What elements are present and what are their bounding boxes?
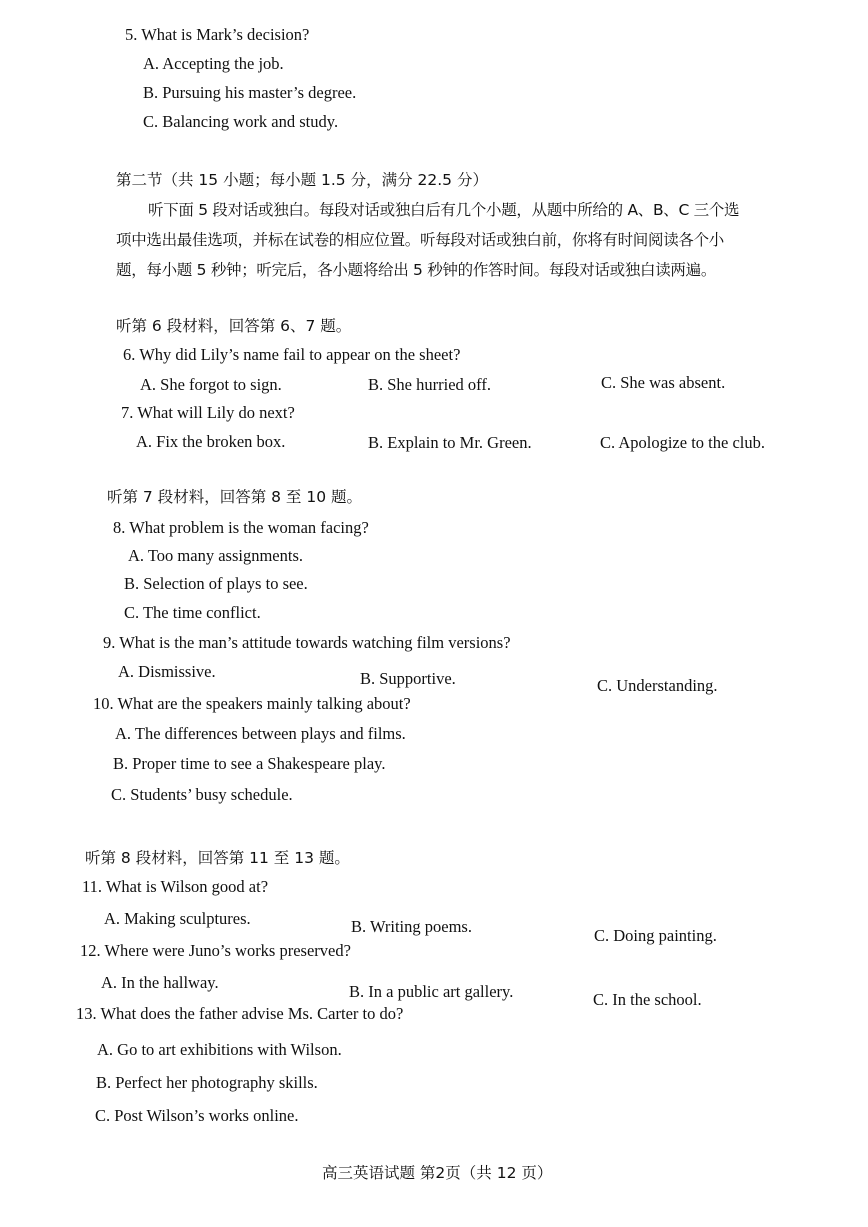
option-6a: A. She forgot to sign.	[140, 375, 282, 394]
section-heading: 第二节（共 15 小题；每小题 1.5 分，满分 22.5 分）	[116, 171, 488, 189]
option-7c: C. Apologize to the club.	[600, 433, 765, 452]
group-6-heading: 听第 6 段材料，回答第 6、7 题。	[116, 317, 352, 335]
option-6c: C. She was absent.	[601, 373, 726, 392]
option-7b: B. Explain to Mr. Green.	[368, 433, 532, 452]
option-7a: A. Fix the broken box.	[136, 432, 286, 451]
instruction-line-1: 听下面 5 段对话或独白。每段对话或独白后有几个小题，从题中所给的 A、B、C 三个选	[148, 201, 740, 219]
instruction-line-2: 项中选出最佳选项，并标在试卷的相应位置。听每段对话或独白前，你将有时间阅读各个小	[116, 231, 725, 249]
question-13: 13. What does the father advise Ms. Carter to do?	[76, 1004, 404, 1023]
question-7: 7. What will Lily do next?	[121, 403, 295, 422]
question-6: 6. Why did Lily’s name fail to appear on the sheet?	[123, 345, 461, 364]
option-5c: C. Balancing work and study.	[143, 112, 339, 131]
question-11: 11. What is Wilson good at?	[82, 877, 269, 896]
question-5: 5. What is Mark’s decision?	[125, 25, 310, 44]
option-12c: C. In the school.	[593, 990, 702, 1009]
question-9: 9. What is the man’s attitude towards watching film versions?	[103, 633, 511, 652]
option-11c: C. Doing painting.	[594, 926, 717, 945]
option-8c: C. The time conflict.	[124, 603, 261, 622]
option-12b: B. In a public art gallery.	[349, 982, 514, 1001]
option-5b: B. Pursuing his master’s degree.	[143, 83, 357, 102]
question-10: 10. What are the speakers mainly talking about?	[93, 694, 411, 713]
option-13c: C. Post Wilson’s works online.	[95, 1106, 299, 1125]
group-8-heading: 听第 8 段材料，回答第 11 至 13 题。	[85, 849, 350, 867]
question-8: 8. What problem is the woman facing?	[113, 518, 369, 537]
option-8b: B. Selection of plays to see.	[124, 574, 308, 593]
option-12a: A. In the hallway.	[101, 973, 219, 992]
option-6b: B. She hurried off.	[368, 375, 491, 394]
option-13b: B. Perfect her photography skills.	[96, 1073, 318, 1092]
option-5a: A. Accepting the job.	[143, 54, 284, 73]
option-9c: C. Understanding.	[597, 676, 718, 695]
option-13a: A. Go to art exhibitions with Wilson.	[97, 1040, 342, 1059]
page-footer: 高三英语试题 第2页（共 12 页）	[322, 1164, 553, 1182]
question-12: 12. Where were Juno’s works preserved?	[80, 941, 351, 960]
option-11b: B. Writing poems.	[351, 917, 472, 936]
option-10b: B. Proper time to see a Shakespeare play.	[113, 754, 386, 773]
option-11a: A. Making sculptures.	[104, 909, 251, 928]
option-9a: A. Dismissive.	[118, 662, 216, 681]
option-10c: C. Students’ busy schedule.	[111, 785, 293, 804]
option-8a: A. Too many assignments.	[128, 546, 303, 565]
option-10a: A. The differences between plays and films.	[115, 724, 406, 743]
option-9b: B. Supportive.	[360, 669, 456, 688]
instruction-line-3: 题，每小题 5 秒钟；听完后，各小题将给出 5 秒钟的作答时间。每段对话或独白读两遍。	[116, 261, 717, 279]
group-7-heading: 听第 7 段材料，回答第 8 至 10 题。	[107, 488, 363, 506]
